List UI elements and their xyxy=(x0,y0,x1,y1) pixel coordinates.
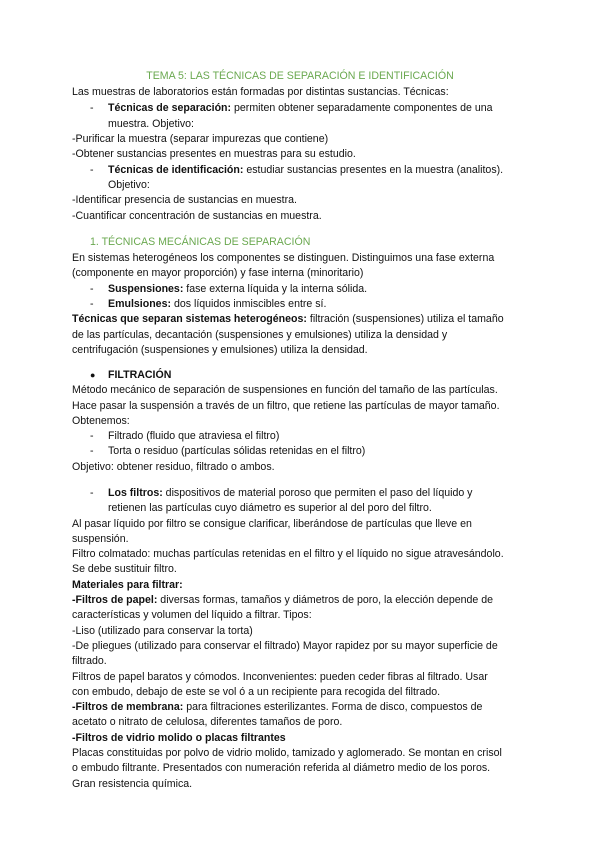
techniques-paragraph xyxy=(72,311,504,327)
techniques-text-cont: centrifugación (suspensiones y emulsiones) utiliza la densidad. xyxy=(72,344,368,356)
filtration-paragraph: Método mecánico de separación de suspensiones en función del tamaño de las partículas. xyxy=(72,384,498,396)
filters-text-cont: retienen las partículas cuyo diámetro es superior al del poro del filtro. xyxy=(108,502,432,514)
techniques-text: filtración (suspensiones) utiliza el tamaño xyxy=(306,313,504,325)
identification-label: Técnicas de identificación: xyxy=(108,164,244,176)
emulsions-item xyxy=(108,296,326,312)
glass-filters-text: Placas constituidas por polvo de vidrio molido, tamizado y aglomerado. Se montan en crisol xyxy=(72,747,502,759)
filtration-paragraph: Hace pasar la suspensión a través de un filtro, que retiene las partículas de mayor tamaño. xyxy=(72,400,500,412)
separation-objective-2: -Obtener sustancias presentes en muestras para su estudio. xyxy=(72,148,356,160)
glass-filters-label: -Filtros de vidrio molido o placas filtrantes xyxy=(72,732,286,744)
filtrate-item: Filtrado (fluido que atraviesa el filtro) xyxy=(108,430,280,442)
section-paragraph: (componente en mayor proporción) y fase interna (minoritario) xyxy=(72,267,364,279)
membrane-filters-label: -Filtros de membrana: xyxy=(72,701,184,713)
glass-filters-text: Gran resistencia química. xyxy=(72,778,193,790)
paper-notes: Filtros de papel baratos y cómodos. Inconvenientes: pueden ceder fibras al filtrado. Usar xyxy=(72,671,488,683)
separation-objective-1: -Purificar la muestra (separar impurezas que contiene) xyxy=(72,133,329,145)
emulsions-text: dos líquidos inmiscibles entre sí. xyxy=(171,298,327,310)
materials-heading: Materiales para filtrar: xyxy=(72,579,183,591)
filters-label: Los filtros: xyxy=(108,487,163,499)
filtration-objective: Objetivo: obtener residuo, filtrado o ambos. xyxy=(72,461,275,473)
paper-filters-label: -Filtros de papel: xyxy=(72,594,158,606)
identification-objective-1: -Identificar presencia de sustancias en muestra. xyxy=(72,194,297,206)
techniques-text-cont: de las partículas, decantación (suspensiones y emulsiones) utiliza la densidad y xyxy=(72,329,448,341)
filters-item xyxy=(108,485,472,501)
clogged-paragraph: Filtro colmatado: muchas partículas retenidas en el filtro y el líquido no sigue atravesándolo. xyxy=(72,548,504,560)
list-dash: - xyxy=(90,283,94,295)
identification-item xyxy=(108,162,503,178)
separation-text-cont: muestra. Objetivo: xyxy=(108,118,194,130)
list-dash: - xyxy=(90,164,94,176)
membrane-filters-cont: acetato o nitrato de celulosa, diferentes tamaños de poro. xyxy=(72,716,343,728)
separation-label: Técnicas de separación: xyxy=(108,102,232,114)
separation-text: permiten obtener separadamente componentes de una xyxy=(231,102,493,114)
residue-item: Torta o residuo (partículas sólidas retenidas en el filtro) xyxy=(108,445,366,457)
paper-notes: con embudo, debajo de este se vol ó a un recipiente para recogida del filtrado. xyxy=(72,686,441,698)
paper-filters-text: diversas formas, tamaños y diámetros de poro, la elección depende de xyxy=(157,594,494,606)
filtration-paragraph: Obtenemos: xyxy=(72,415,130,427)
pleated-filter: -De pliegues (utilizado para conservar el filtrado) Mayor rapidez por su mayor superficie de xyxy=(72,640,498,652)
suspensions-item xyxy=(108,281,367,297)
paper-filters xyxy=(72,592,493,608)
list-dash: - xyxy=(90,430,94,442)
filtration-heading: FILTRACIÓN xyxy=(108,369,172,381)
glass-filters-text: o embudo filtrante. Presentados con numeración referida al diámetro medio de los poros. xyxy=(72,762,491,774)
identification-text-cont: Objetivo: xyxy=(108,179,150,191)
identification-objective-2: -Cuantificar concentración de sustancias en muestra. xyxy=(72,210,322,222)
list-dash: - xyxy=(90,487,94,499)
bullet-icon: ● xyxy=(90,370,96,380)
filters-text: dispositivos de material poroso que permiten el paso del líquido y xyxy=(162,487,473,499)
page-title: TEMA 5: LAS TÉCNICAS DE SEPARACIÓN E IDENTIFICACIÓN xyxy=(146,70,454,82)
techniques-label: Técnicas que separan sistemas heterogéneos: xyxy=(72,313,307,325)
suspensions-text: fase externa líquida y la interna sólida. xyxy=(183,283,368,295)
pleated-filter-cont: filtrado. xyxy=(72,655,107,667)
clogged-paragraph: Se debe sustituir filtro. xyxy=(72,563,177,575)
emulsions-label: Emulsiones: xyxy=(108,298,171,310)
section-paragraph: En sistemas heterogéneos los componentes se distinguen. Distinguimos una fase externa xyxy=(72,252,495,264)
list-dash: - xyxy=(90,298,94,310)
list-dash: - xyxy=(90,445,94,457)
list-dash: - xyxy=(90,102,94,114)
identification-text: estudiar sustancias presentes en la muestra (analitos). xyxy=(243,164,504,176)
membrane-filters xyxy=(72,699,482,715)
section-heading: 1. TÉCNICAS MECÁNICAS DE SEPARACIÓN xyxy=(90,236,311,248)
smooth-filter: -Liso (utilizado para conservar la torta) xyxy=(72,625,253,637)
membrane-filters-text: para filtraciones esterilizantes. Forma de disco, compuestos de xyxy=(183,701,483,713)
separation-item xyxy=(108,100,493,116)
suspensions-label: Suspensiones: xyxy=(108,283,184,295)
clarify-paragraph: Al pasar líquido por filtro se consigue clarificar, liberándose de partículas que lleve en xyxy=(72,518,472,530)
intro-text: Las muestras de laboratorios están formadas por distintas sustancias. Técnicas: xyxy=(72,86,449,98)
clarify-paragraph: suspensión. xyxy=(72,533,129,545)
paper-filters-cont: características y volumen del líquido a filtrar. Tipos: xyxy=(72,609,312,621)
